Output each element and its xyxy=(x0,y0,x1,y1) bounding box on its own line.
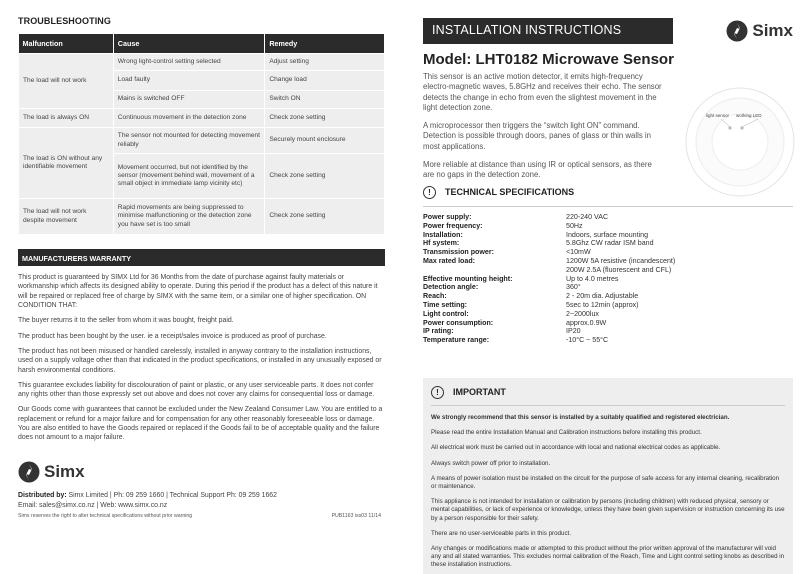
troubleshooting-title: TROUBLESHOOTING xyxy=(18,16,111,26)
important-paragraph: Please read the entire Installation Manual and Calibration instructions before installing this product. xyxy=(431,429,702,437)
simx-logo-icon xyxy=(726,20,748,42)
divider xyxy=(431,405,785,406)
important-list xyxy=(431,414,785,569)
important-paragraph: Any changes or modifications made or attempted to this product without the prior written approval of the manufacturer will void any and all stated warranties. This excludes normal calibration of the Reach, Time and Light control setting knobs as described in these installation instructions. xyxy=(431,544,785,569)
spec-value: approx.0.9W xyxy=(566,318,607,327)
remedy-cell: Check zone setting xyxy=(265,199,385,235)
spec-row xyxy=(423,222,793,231)
spec-value: 2 - 20m dia. Adjustable xyxy=(566,292,639,301)
important-heading xyxy=(431,384,785,400)
spec-row xyxy=(423,248,793,257)
spec-label: Detection angle: xyxy=(423,283,479,292)
important-paragraph: We strongly recommend that this sensor is installed by a suitably qualified and registered electrician. xyxy=(431,414,730,421)
right-column xyxy=(423,18,793,574)
spec-value: 360° xyxy=(566,283,581,292)
malfunction-cell: The load will not work despite movement xyxy=(19,199,114,235)
cause-cell: Load faulty xyxy=(113,71,265,91)
table-row xyxy=(19,54,385,71)
header-malfunction: Malfunction xyxy=(19,34,114,54)
spec-row xyxy=(423,275,793,284)
spec-row xyxy=(423,283,793,292)
publication-code: PUB1163 iss03 11/14 xyxy=(331,513,381,520)
distributed-label: Distributed by: xyxy=(18,491,67,499)
spec-label: Power consumption: xyxy=(423,318,494,327)
remedy-cell: Securely mount enclosure xyxy=(265,128,385,154)
spec-row xyxy=(423,310,793,319)
intro-paragraph: More reliable at distance than using IR or optical sensors, as there are no gaps in the detection zone. xyxy=(423,159,652,180)
cause-cell: The sensor not mounted for detecting movement reliably xyxy=(113,128,265,154)
spec-row xyxy=(423,301,793,310)
spec-value: 50Hz xyxy=(566,221,583,230)
spec-label: Temperature range: xyxy=(423,336,490,345)
spec-value: -10°C ~ 55°C xyxy=(566,336,609,345)
header-title: INSTALLATION INSTRUCTIONS xyxy=(423,18,673,44)
troubleshooting-table xyxy=(18,34,385,235)
important-paragraph: A means of power isolation must be installed on the circuit for the purpose of safe access for any internal cleaning, recalibration or maintenance. xyxy=(431,474,780,490)
specs-heading xyxy=(423,184,793,200)
spec-label: Transmission power: xyxy=(423,248,494,257)
spec-value: 220-240 VAC xyxy=(566,213,609,221)
spec-row xyxy=(423,213,793,222)
intro-paragraph: A microprocessor then triggers the “switch light ON” command. Detection is possible through doors, panes of glass or thin walls in most applications. xyxy=(423,121,651,151)
distributed-text: Simx Limited | Ph: 09 259 1660 | Technical Support Ph: 09 259 1662 xyxy=(68,491,277,499)
spec-label: Light control: xyxy=(423,309,469,318)
important-title: IMPORTANT xyxy=(453,387,506,397)
spec-label: Effective mounting height: xyxy=(423,274,513,283)
spec-value: 5sec to 12min (approx) xyxy=(566,300,639,309)
warranty-paragraph: This guarantee excludes liability for discolouration of paint or plastic, or any user serviceable parts. It does not confer any rights other than those expressly set out above and does not cover any claims for consequential loss or damage. xyxy=(18,381,375,399)
warranty-paragraph: The product has been bought by the user. ie a receipt/sales invoice is produced as proof of purchase. xyxy=(18,332,327,340)
spec-row xyxy=(423,239,793,248)
spec-row xyxy=(423,292,793,301)
header-cause: Cause xyxy=(113,34,265,54)
footer-row xyxy=(18,513,385,519)
intro-paragraph: This sensor is an active motion detector, it emits high-frequency electro-magnetic waves, 5.8GHz and receives their echo. The sensor detects the change in echo from even the slightest movement in the light detection zone. xyxy=(423,72,662,112)
specs-title: TECHNICAL SPECIFICATIONS xyxy=(445,187,575,197)
warning-icon: ! xyxy=(431,386,444,399)
spec-label: Power frequency: xyxy=(423,221,483,230)
spec-label: Max rated load: xyxy=(423,256,476,265)
remedy-cell: Check zone setting xyxy=(265,109,385,128)
remedy-cell: Switch ON xyxy=(265,91,385,109)
header-remedy: Remedy xyxy=(265,34,385,54)
warranty-paragraph: This product is guaranteed by SIMX Ltd for 36 Months from the date of purchase against faulty materials or workmanship which affects its designed ability to operate. During this period if the product has a defect of this nature it will be repaired or replaced free of charge by SIMX with the same item, or a similar one of higher specification. ON CONDITION THAT: xyxy=(18,274,378,309)
left-column xyxy=(18,16,385,519)
spec-value: 1200W 5A resistive (incandescent) 200W 2.5A (fluorescent and CFL) xyxy=(566,256,676,274)
warning-icon: ! xyxy=(423,186,436,199)
remedy-cell: Check zone setting xyxy=(265,154,385,199)
spec-value: Up to 4.0 metres xyxy=(566,274,619,283)
brand-logo-top xyxy=(726,20,793,42)
cause-cell: Rapid movements are being suppressed to minimise malfunctioning or the detection zone you have set is too small xyxy=(113,199,265,235)
spec-row xyxy=(423,319,793,328)
spec-value: IP20 xyxy=(566,327,581,336)
model-title: Model: LHT0182 Microwave Sensor xyxy=(423,51,674,68)
warranty-paragraph: The product has not been misused or handled carelessly, installed in anyway contrary to the installation instructions, used on a supply voltage other than that indicated in the product specifications, or installed in any unusually exposed or harsh environmental conditions. xyxy=(18,347,382,374)
contact-line: Email: sales@simx.co.nz | Web: www.simx.co.nz xyxy=(18,502,168,510)
spec-label: Power supply: xyxy=(423,213,472,221)
technical-specifications xyxy=(423,184,793,345)
malfunction-cell: The load will not work xyxy=(19,54,114,109)
spec-row xyxy=(423,231,793,240)
cause-cell: Wrong light-control setting selected xyxy=(113,54,265,71)
important-paragraph: Always switch power off prior to installation. xyxy=(431,459,551,467)
brand-logo xyxy=(18,461,385,483)
remedy-cell: Change load xyxy=(265,71,385,91)
warranty-paragraph: The buyer returns it to the seller from whom it was bought, freight paid. xyxy=(18,317,234,325)
specs-list xyxy=(423,213,793,345)
important-paragraph: There are no user-serviceable parts in this product. xyxy=(431,529,571,537)
spec-value: <10mW xyxy=(566,248,591,257)
warranty-paragraph: Our Goods come with guarantees that cannot be excluded under the New Zealand Consumer Law. You are entitled to a replacement or refund for a major failure and for compensation for any other reasonably foreseeable loss or damage. You are also entitled to have the Goods repaired or replaced if the Goods fail to be of acceptable quality and the failure does not amount to a major failure. xyxy=(18,406,383,442)
spec-label: Hf system: xyxy=(423,239,460,248)
working-led-label: working LED xyxy=(736,113,762,118)
intro-text xyxy=(423,72,663,189)
distributor-info xyxy=(18,491,385,512)
spec-label: IP rating: xyxy=(423,327,454,336)
light-sensor-label: light sensor xyxy=(706,113,730,118)
cause-cell: Mains is switched OFF xyxy=(113,91,265,109)
spec-row xyxy=(423,257,793,275)
disclaimer: Simx reserves the right to alter technical specifications without prior warning xyxy=(18,513,193,520)
important-paragraph: All electrical work must be carried out in accordance with local and national electrical codes as applicable. xyxy=(431,444,721,452)
remedy-cell: Adjust setting xyxy=(265,54,385,71)
simx-logo-icon xyxy=(18,461,40,483)
divider xyxy=(423,206,793,207)
spec-label: Installation: xyxy=(423,230,463,239)
brand-name: Simx xyxy=(44,461,85,481)
spec-value: 5.8Ghz CW radar ISM band xyxy=(566,239,654,248)
important-box xyxy=(423,378,793,574)
spec-label: Reach: xyxy=(423,292,447,301)
spec-label: Time setting: xyxy=(423,300,468,309)
table-row xyxy=(19,199,385,235)
important-paragraph: This appliance is not intended for installation or calibration by persons (including children) with reduced physical, sensory or mental capabilities, or lack of experience or knowledge, unless they have been given supervision or instruction concerning its use by a person responsible for their safety. xyxy=(431,498,785,522)
spec-row xyxy=(423,336,793,345)
spec-value: Indoors, surface mounting xyxy=(566,230,649,239)
malfunction-cell: The load is always ON xyxy=(19,109,114,128)
table-row xyxy=(19,109,385,128)
malfunction-cell: The load is ON without any identifiable movement xyxy=(19,128,114,199)
cause-cell: Movement occurred, but not identified by the sensor (movement behind wall, movement of a small object in immediate lamp vicinity etc) xyxy=(113,154,265,199)
warranty-title: MANUFACTURERS WARRANTY xyxy=(18,249,385,266)
table-row xyxy=(19,128,385,154)
brand-name: Simx xyxy=(752,21,793,40)
spec-value: 2~2000lux xyxy=(566,309,599,318)
cause-cell: Continuous movement in the detection zone xyxy=(113,109,265,128)
spec-row xyxy=(423,327,793,336)
